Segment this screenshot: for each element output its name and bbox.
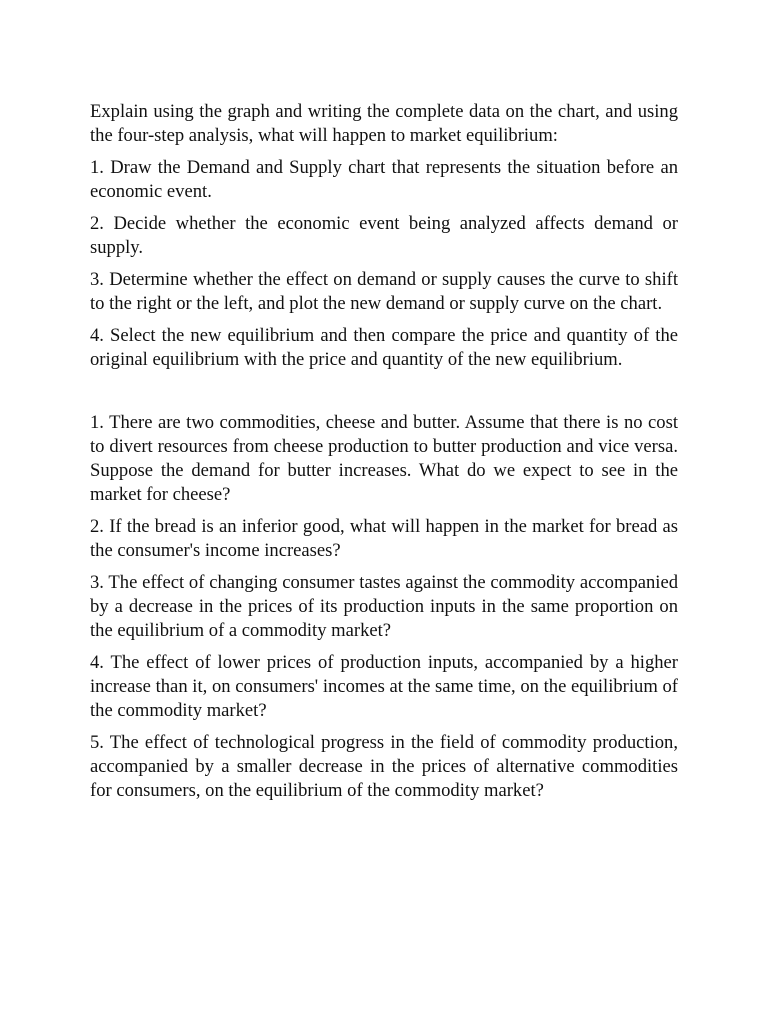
- question-item: 1. There are two commodities, cheese and butter. Assume that there is no cost to divert resources from cheese production to butter production and vice versa. Suppose the demand for butter increases. What do we expect to see in the market for cheese?: [90, 412, 678, 505]
- question-item: 5. The effect of technological progress in the field of commodity production, accompanied by a smaller decrease in the prices of alternative commodities for consumers, on the equilibrium of the commodity market?: [90, 732, 678, 801]
- step-item: 1. Draw the Demand and Supply chart that represents the situation before an economic event.: [90, 157, 678, 202]
- step-item: 4. Select the new equilibrium and then compare the price and quantity of the original equilibrium with the price and quantity of the new equilibrium.: [90, 325, 678, 370]
- question-item: 2. If the bread is an inferior good, what will happen in the market for bread as the consumer's income increases?: [90, 516, 678, 561]
- step-item: 2. Decide whether the economic event being analyzed affects demand or supply.: [90, 213, 678, 258]
- section-spacer: [90, 380, 678, 411]
- questions-list: [90, 411, 678, 803]
- step-item: 3. Determine whether the effect on demand or supply causes the curve to shift to the right or the left, and plot the new demand or supply curve on the chart.: [90, 269, 678, 314]
- document-page: [90, 100, 678, 811]
- question-item: 4. The effect of lower prices of production inputs, accompanied by a higher increase than it, on consumers' incomes at the same time, on the equilibrium of the commodity market?: [90, 652, 678, 721]
- steps-list: [90, 156, 678, 372]
- question-item: 3. The effect of changing consumer tastes against the commodity accompanied by a decrease in the prices of its production inputs in the same proportion on the equilibrium of a commodity market?: [90, 572, 678, 641]
- intro-paragraph: Explain using the graph and writing the complete data on the chart, and using the four-step analysis, what will happen to market equilibrium:: [90, 101, 678, 146]
